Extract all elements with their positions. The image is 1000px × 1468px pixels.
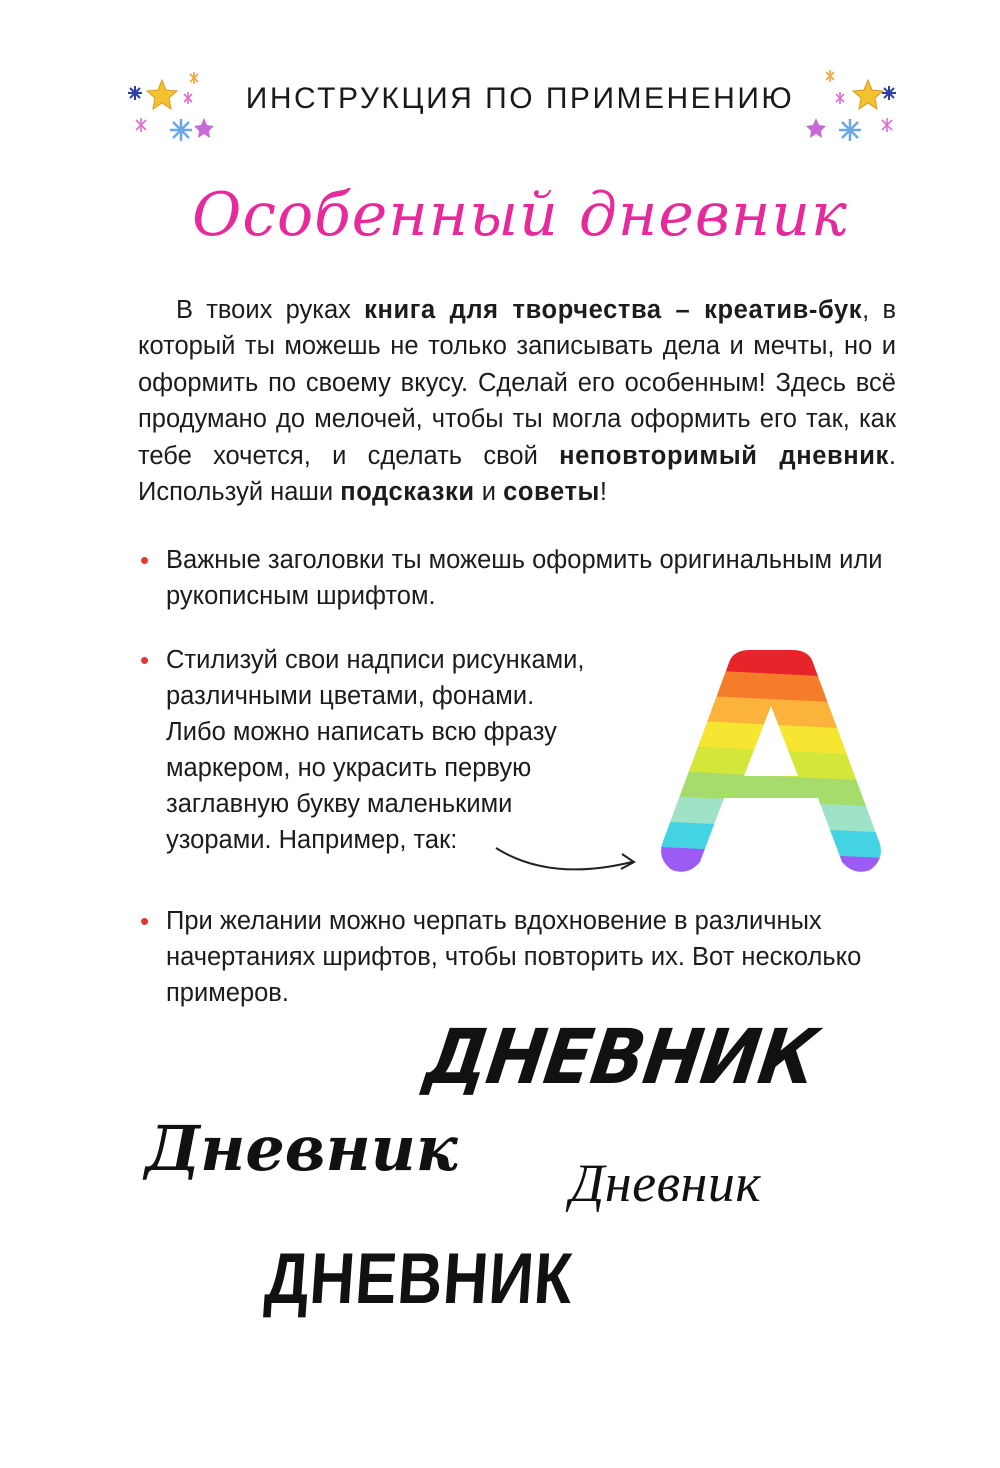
page-title: Особенный дневник [192,180,848,250]
rainbow-band [660,719,882,758]
intro-paragraph [138,292,896,510]
stars-decoration-left [118,66,218,146]
intro-bold: неповторимый дневник [559,441,889,470]
list-item-text: Важные заголовки ты можешь оформить оригинальным или рукописным шрифтом. [166,546,883,610]
arrow-icon [490,838,640,878]
snowflake-icon [826,70,834,82]
font-sample-calligraphy: Дневник [570,1153,762,1213]
intro-text: и [474,478,504,507]
intro-text: ! [599,478,607,507]
snowflake-icon [190,72,198,84]
list-item [140,542,900,614]
stars-decoration-right [798,66,898,146]
intro-bold: подсказки [340,478,475,507]
intro-text: В твоих руках [176,296,365,324]
font-sample-script-bold: Дневник [145,1112,458,1185]
font-sample-handwritten-caps: ДНЕВНИК [262,1239,576,1319]
example-letter-label: A [660,648,661,649]
snowflake-icon [170,119,192,141]
section-header: ИНСТРУКЦИЯ ПО ПРИМЕНЕНИЮ [245,82,795,115]
intro-text: , в который ты можешь не только записывать дела и мечты, но и оформить по своему вкусу. Сделай его особенным! Здесь всё продумано до мелочей, чтобы ты могла оформить его так, как тебе хочется, и сделать свой [138,296,896,470]
rainbow-letter-a [660,648,882,878]
bullet-icon: • [140,906,150,936]
intro-bold: советы [503,478,600,507]
rainbow-bands [660,648,882,878]
snowflake-icon [882,86,896,100]
list-item-text: Стилизуй свои надписи рисунками, различными цветами, фонами. Либо можно написать всю фразу маркером, но украсить первую заглавную букву маленькими узорами. Например, так: [166,646,585,854]
intro-text: . Используй наши [138,441,896,507]
snowflake-icon [128,86,142,100]
bullet-icon: • [140,545,150,575]
intro-bold: книга для творчества – креатив-бук [364,296,863,324]
bullet-icon: • [140,645,150,675]
font-sample-bold-brush: ДНЕВНИК [419,1012,822,1102]
list-item [140,642,600,858]
list-item-text: При желании можно черпать вдохновение в различных начертаниях шрифтов, чтобы повторить их. Вот несколько примеров. [166,907,862,1007]
snowflake-icon [839,119,861,141]
list-item [140,903,900,1011]
